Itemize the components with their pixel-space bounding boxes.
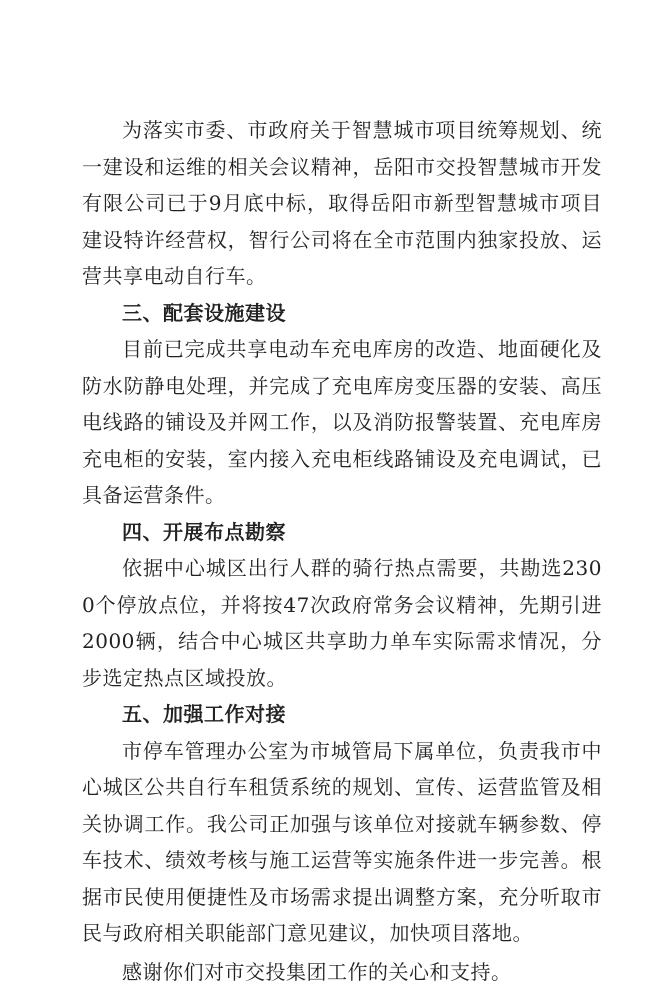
paragraph-coordination: 市停车管理办公室为市城管局下属单位，负责我市中心城区公共自行车租赁系统的规划、宣传、运营监管及相关协调工作。我公司正加强与该单位对接就车辆参数、停车技术、绩效考核与施工运营等实施条件进一步完善。根据市民使用便捷性及市场需求提出调整方案，充分听取市民与政府相关职能部门意见建议，加快项目落地。: [82, 733, 602, 952]
heading-work-coordination: 五、加强工作对接: [82, 696, 602, 733]
paragraph-intro: 为落实市委、市政府关于智慧城市项目统筹规划、统一建设和运维的相关会议精神，岳阳市交投智慧城市开发有限公司已于9月底中标，取得岳阳市新型智慧城市项目建设特许经营权，智行公司将在全市范围内独家投放、运营共享电动自行车。: [82, 112, 602, 295]
paragraph-survey: 依据中心城区出行人群的骑行热点需要，共勘选2300个停放点位，并将按47次政府常务会议精神，先期引进2000辆，结合中心城区共享助力单车实际需求情况，分步选定热点区域投放。: [82, 550, 602, 696]
paragraph-thanks: 感谢你们对市交投集团工作的关心和支持。: [82, 954, 602, 990]
heading-supporting-facilities: 三、配套设施建设: [82, 295, 602, 332]
heading-site-survey: 四、开展布点勘察: [82, 514, 602, 551]
document-body: [82, 112, 602, 990]
paragraph-facilities: 目前已完成共享电动车充电库房的改造、地面硬化及防水防静电处理，并完成了充电库房变压器的安装、高压电线路的铺设及并网工作，以及消防报警装置、充电库房充电柜的安装，室内接入充电柜线路铺设及充电调试，已具备运营条件。: [82, 331, 602, 514]
